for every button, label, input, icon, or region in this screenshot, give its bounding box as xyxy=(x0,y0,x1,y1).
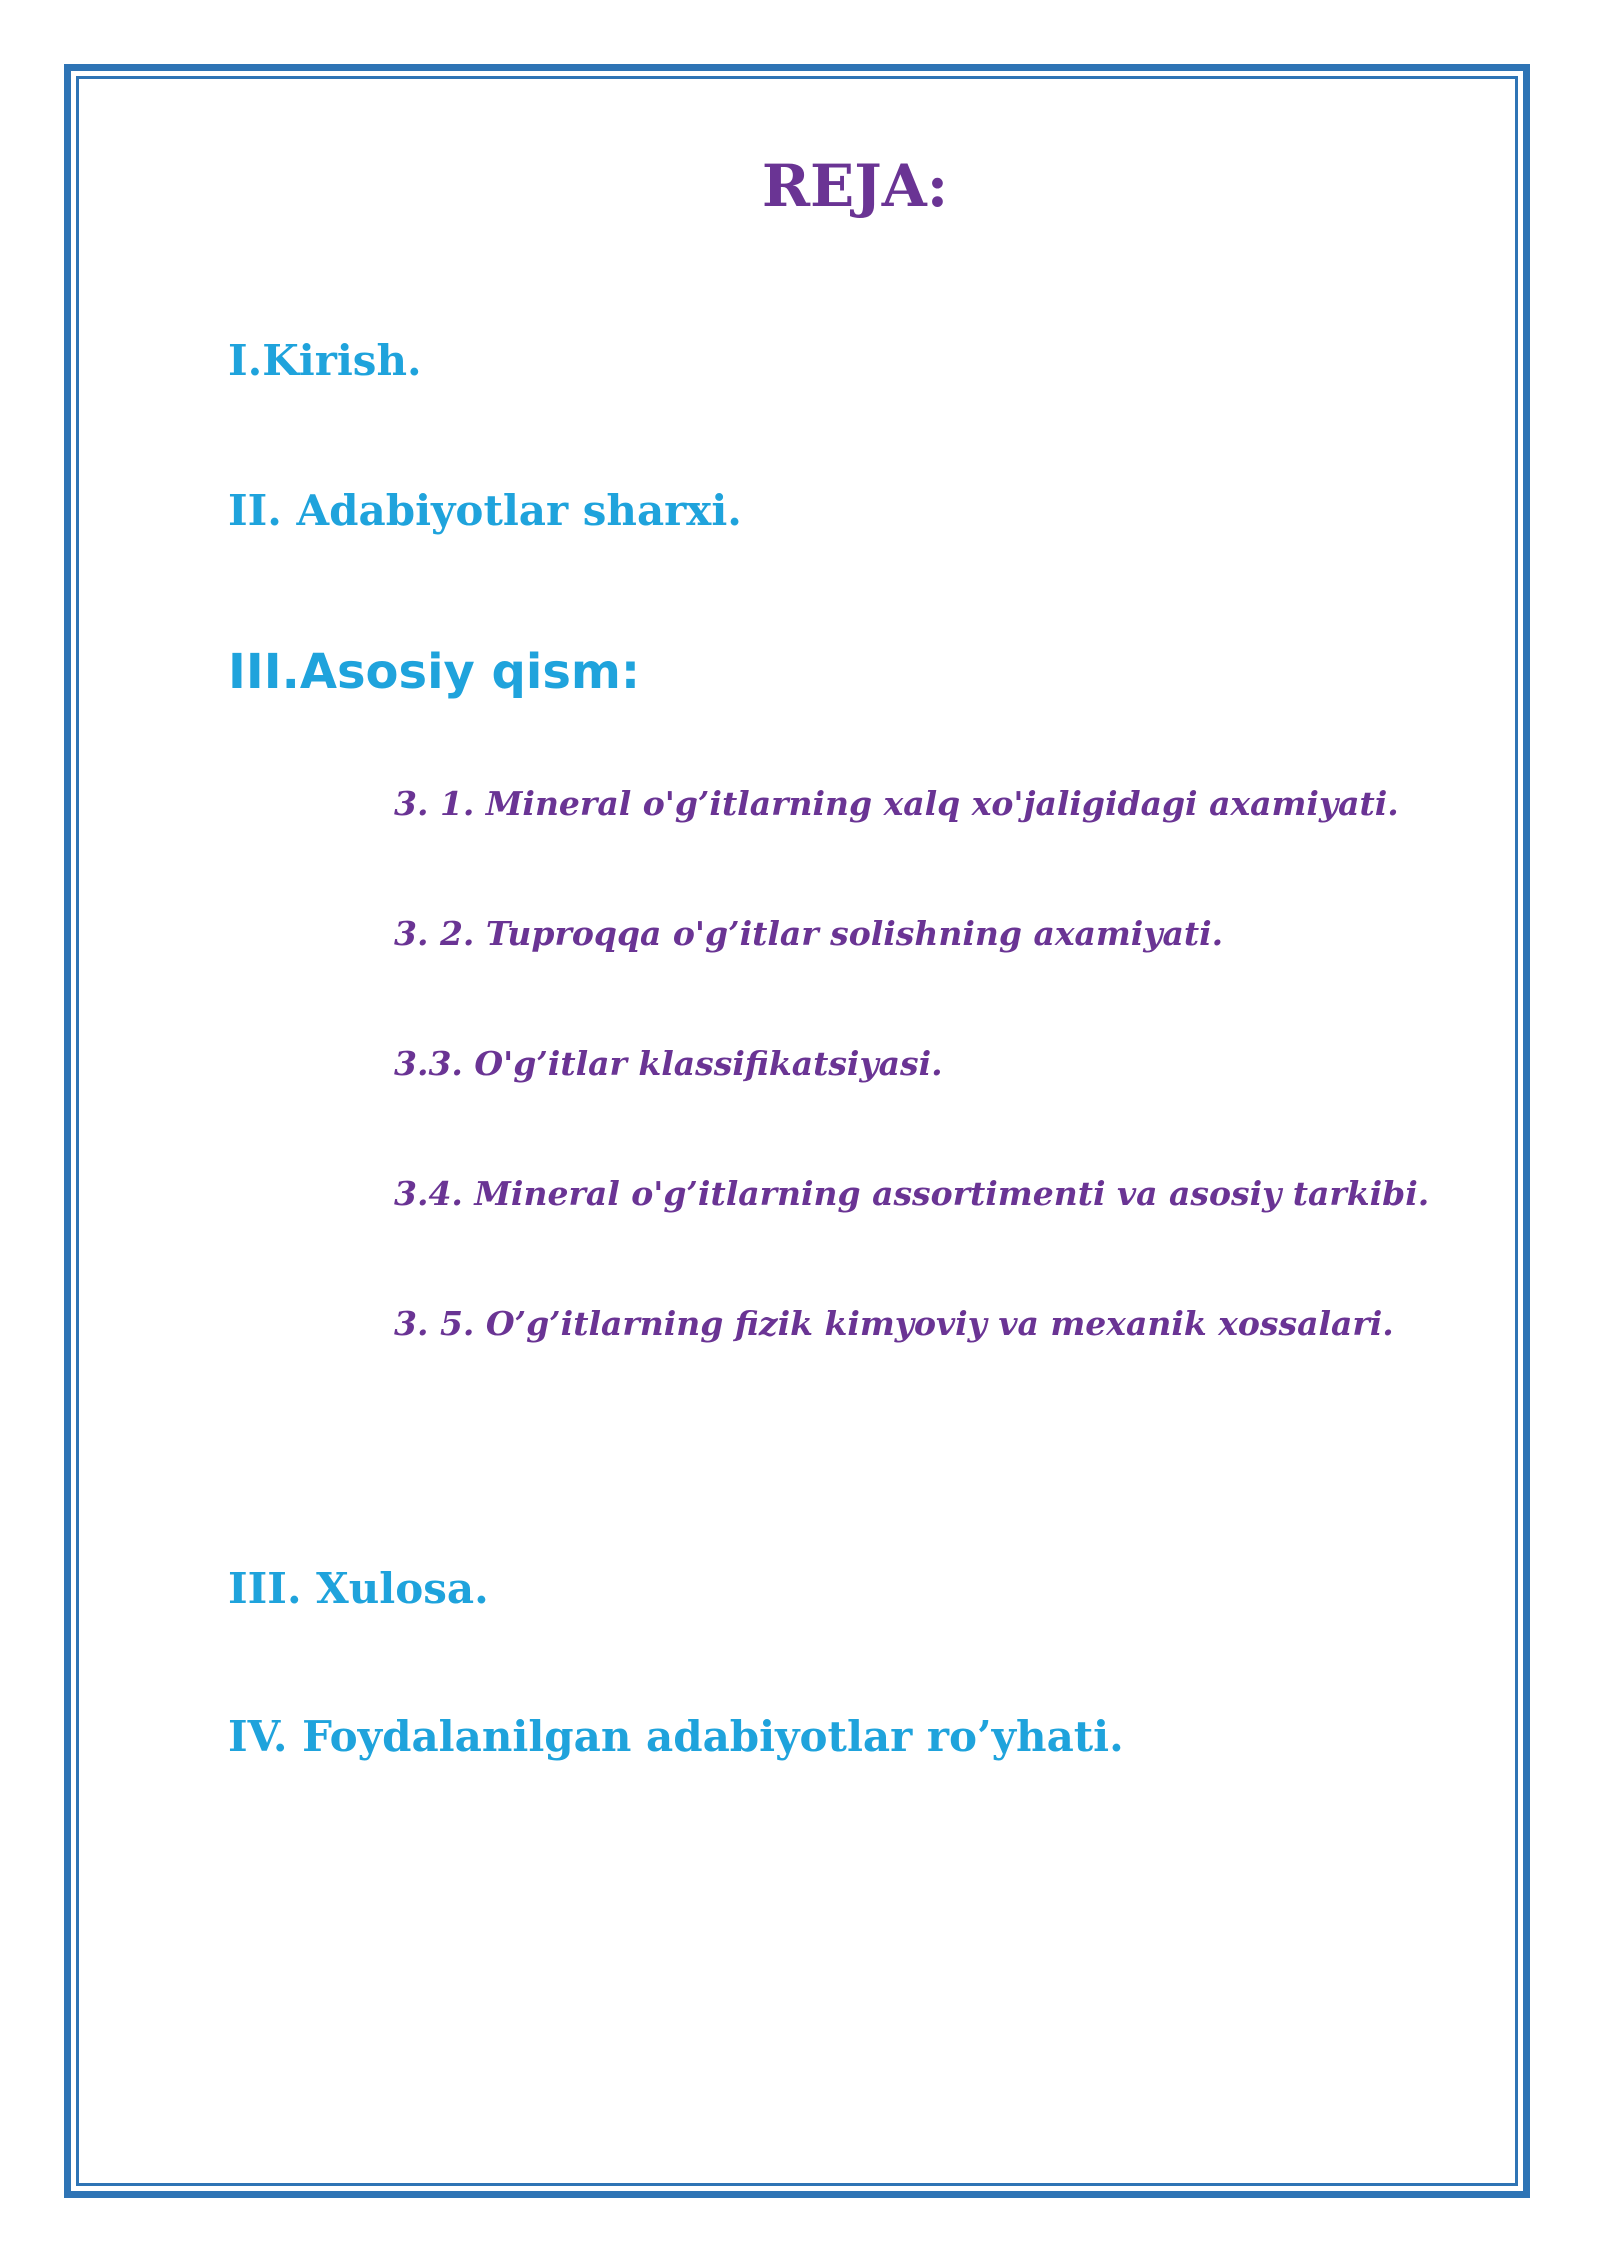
subitem-3-3: 3.3. O'g’itlar klassifikatsiyasi. xyxy=(394,1044,943,1083)
section-main-part: III.Asosiy qism: xyxy=(228,644,641,700)
subitem-3-1: 3. 1. Mineral o'g’itlarning xalq xo'jaligidagi axamiyati. xyxy=(394,784,1399,823)
subitem-3-4: 3.4. Mineral o'g’itlarning assortimenti va asosiy tarkibi. xyxy=(394,1174,1430,1213)
page-border-inner xyxy=(76,76,1518,2186)
section-references: IV. Foydalanilgan adabiyotlar ro’yhati. xyxy=(228,1712,1124,1761)
subitem-3-5: 3. 5. O’g’itlarning fizik kimyoviy va mexanik xossalari. xyxy=(394,1304,1394,1343)
section-literature-review: II. Adabiyotlar sharxi. xyxy=(228,486,742,535)
page-title: REJA: xyxy=(761,152,949,220)
section-introduction: I.Kirish. xyxy=(228,336,422,385)
subitem-3-2: 3. 2. Tuproqqa o'g’itlar solishning axamiyati. xyxy=(394,914,1224,953)
section-conclusion: III. Xulosa. xyxy=(228,1564,489,1613)
